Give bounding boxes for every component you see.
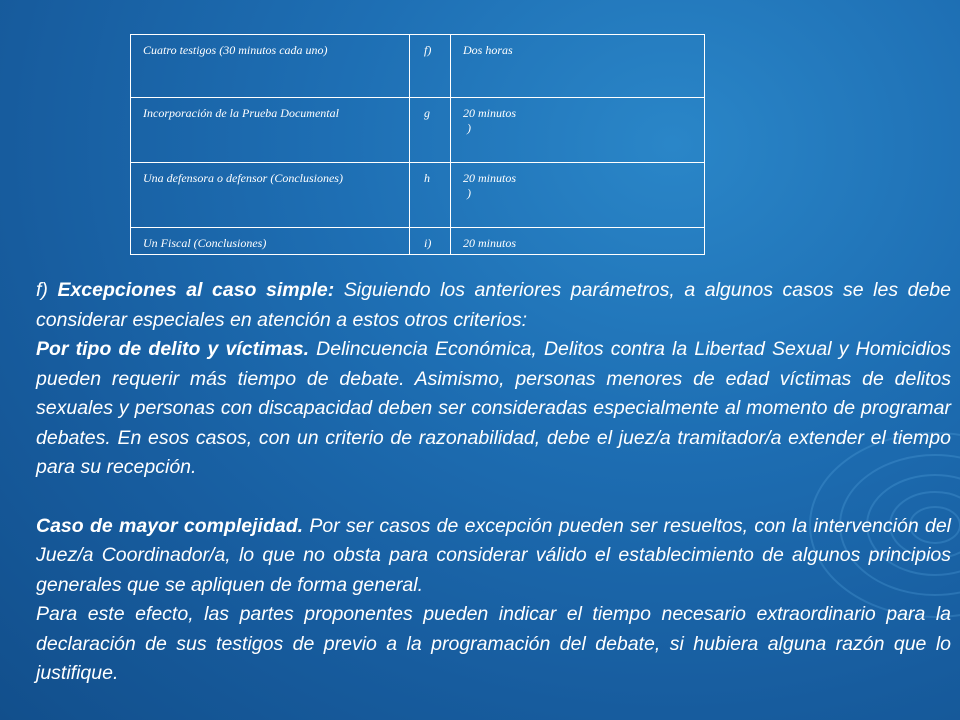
time-value: Dos horas: [463, 43, 513, 57]
time-allocation-table: [130, 34, 705, 255]
activity-cell: Cuatro testigos (30 minutos cada uno): [131, 35, 410, 98]
heading-crime-type: Por tipo de delito y víctimas.: [36, 338, 310, 360]
time-cell: [451, 98, 705, 163]
table-row: [131, 98, 705, 163]
heading-exceptions: Excepciones al caso simple:: [57, 279, 335, 301]
letter-cell: h: [410, 163, 451, 228]
activity-cell: Un Fiscal (Conclusiones): [131, 228, 410, 255]
paragraph-text: Por ser casos de excepción pueden ser resueltos, con la intervención del Juez/a Coordinador/a, lo que no obsta para considerar válido el establecimiento de algunos principios generales que se apliquen de forma general.: [36, 514, 951, 596]
table-row: [131, 35, 705, 98]
activity-cell: Una defensora o defensor (Conclusiones): [131, 163, 410, 228]
paragraph-exceptions: [36, 276, 951, 335]
paragraph-complexity: [36, 512, 951, 601]
paragraph-text: Siguiendo los anteriores parámetros, a algunos casos se les debe considerar especiales en atención a estos otros criterios:: [36, 279, 951, 331]
table-row: [131, 163, 705, 228]
time-value: 20 minutos: [463, 236, 517, 250]
paragraph-text: Delincuencia Económica, Delitos contra la Libertad Sexual y Homicidios pueden requerir más tiempo de debate. Asimismo, personas menores de edad víctimas de delitos sexuales y personas con discapacidad deben ser consideradas especialmente al momento de programar debates. En esos casos, con un criterio de razonabilidad, debe el juez/a tramitador/a extender el tiempo para su recepción.: [36, 338, 951, 478]
time-cell: [451, 228, 705, 255]
section-letter: f): [36, 279, 58, 301]
time-cell: [451, 35, 705, 98]
table-row: [131, 228, 705, 255]
time-value: 20 minutos: [463, 171, 517, 185]
time-suffix: ): [467, 186, 471, 200]
time-value: 20 minutos: [463, 106, 517, 120]
activity-cell: Incorporación de la Prueba Documental: [131, 98, 410, 163]
time-cell: [451, 163, 705, 228]
heading-complexity: Caso de mayor complejidad.: [36, 514, 304, 537]
slide-body-text: [36, 276, 951, 689]
letter-cell: g: [410, 98, 451, 163]
letter-cell: i): [410, 228, 451, 255]
letter-cell: f): [410, 35, 451, 98]
time-suffix: ): [467, 121, 471, 135]
paragraph-crime-type: [36, 335, 951, 483]
paragraph-parties: Para este efecto, las partes proponentes pueden indicar el tiempo necesario extraordinario para la declaración de sus testigos de previo a la programación del debate, si hubiera alguna razón que lo justifique.: [36, 603, 951, 684]
